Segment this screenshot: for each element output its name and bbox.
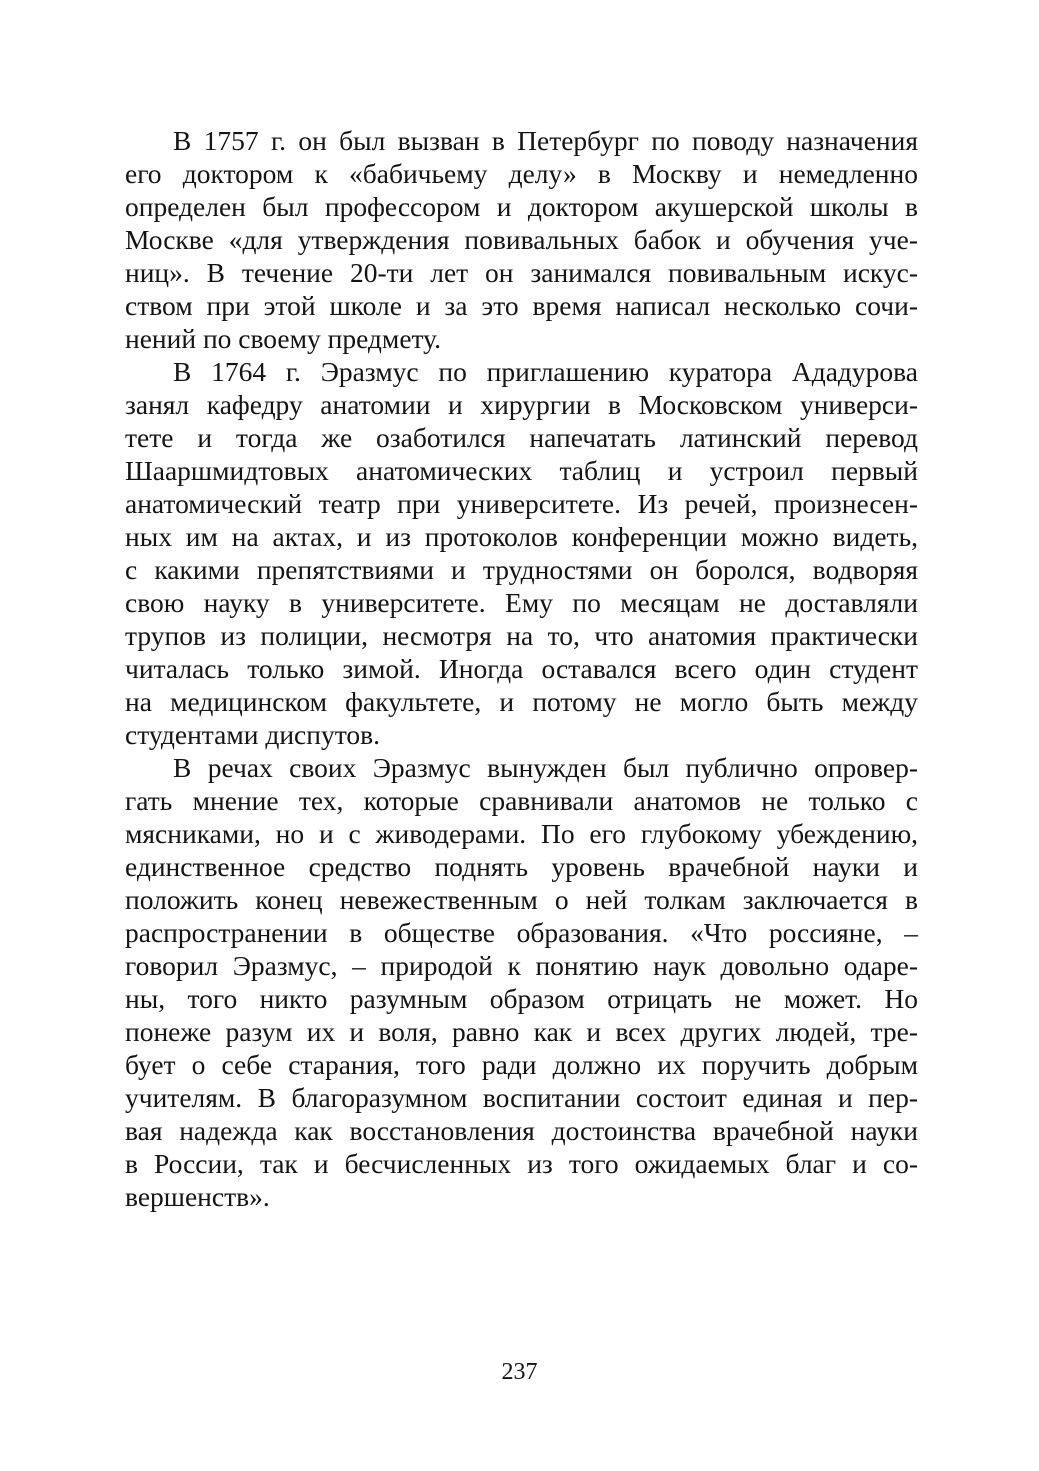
text-line: единственное средство поднять уровень врачебной науки и [125, 851, 918, 882]
text-line: студентами диспутов. [125, 719, 380, 750]
text-line: В 1764 г. Эразмус по приглашению куратора Ададурова [173, 356, 918, 387]
text-line: определен был профессором и доктором акушерской школы в [125, 191, 918, 222]
text-line: понеже разум их и воля, равно как и всех других людей, тре- [125, 1016, 918, 1047]
text-line: ством при этой школе и за это время написал несколько сочи- [125, 290, 918, 321]
text-line: распространении в обществе образования. «Что россияне, – [125, 917, 918, 948]
text-line: мясниками, но и с живодерами. По его глубокому убеждению, [125, 818, 918, 849]
text-line: с какими препятствиями и трудностями он боролся, водворяя [125, 554, 918, 585]
text-line: анатомический театр при университете. Из речей, произнесен- [125, 488, 918, 519]
text-line: в России, так и бесчисленных из того ожидаемых благ и со- [125, 1148, 918, 1179]
text-line: на медицинском факультете, и потому не могло быть между [125, 686, 918, 717]
text-line: ных им на актах, и из протоколов конференции можно видеть, [125, 521, 918, 552]
text-line: вершенств». [125, 1181, 270, 1212]
text-line: говорил Эразмус, – природой к понятию наук довольно одаре- [125, 950, 918, 981]
text-line: положить конец невежественным о ней толкам заключается в [125, 884, 918, 915]
text-line: занял кафедру анатомии и хирургии в Московском универси- [125, 389, 918, 420]
text-line: трупов из полиции, несмотря на то, что анатомия практически [125, 620, 918, 651]
paragraph-2 [125, 355, 918, 751]
text-line: бует о себе старания, того ради должно их поручить добрым [125, 1049, 918, 1080]
paragraph-3 [125, 751, 918, 1213]
paragraph-1 [125, 124, 918, 355]
text-line: читалась только зимой. Иногда оставался всего один студент [125, 653, 918, 684]
text-line: свою науку в университете. Ему по месяцам не доставляли [125, 587, 918, 618]
text-line: тете и тогда же озаботился напечатать латинский перевод [125, 422, 918, 453]
page-number: 237 [501, 1359, 538, 1385]
text-line: вая надежда как восстановления достоинства врачебной науки [125, 1115, 918, 1146]
text-line: ны, того никто разумным образом отрицать не может. Но [125, 983, 918, 1014]
text-line: его доктором к «бабичьему делу» в Москву и немедленно [125, 158, 918, 189]
text-line: В 1757 г. он был вызван в Петербург по поводу назначения [173, 125, 918, 156]
text-line: гать мнение тех, которые сравнивали анатомов не только с [125, 785, 918, 816]
text-line: Шааршмидтовых анатомических таблиц и устроил первый [125, 455, 918, 486]
text-line: Москве «для утверждения повивальных бабок и обучения уче- [125, 224, 918, 255]
body-text [125, 124, 918, 1213]
text-line: В речах своих Эразмус вынужден был публично опровер- [173, 752, 918, 783]
text-line: ниц». В течение 20-ти лет он занимался повивальным искус- [125, 257, 918, 288]
text-line: учителям. В благоразумном воспитании состоит единая и пер- [125, 1082, 918, 1113]
text-line: нений по своему предмету. [125, 323, 442, 354]
